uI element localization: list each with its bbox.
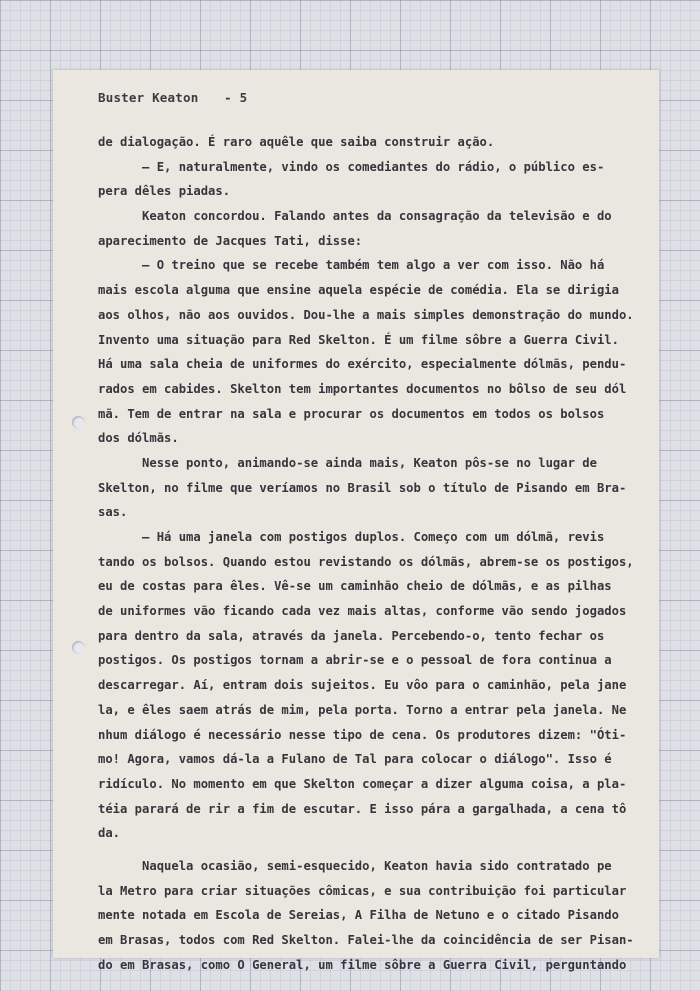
punch-hole-bottom	[72, 641, 85, 654]
text-line: ridículo. No momento em que Skelton começar a dizer alguma coisa, a pla-	[98, 776, 627, 791]
text-line: descarregar. Aí, entram dois sujeitos. Eu vôo para o caminhão, pela jane	[98, 678, 627, 693]
text-line: em Brasas, todos com Red Skelton. Falei-lhe da coincidência de ser Pisan-	[98, 933, 634, 947]
page-body	[98, 130, 644, 977]
text-line: mente notada em Escola de Sereias, A Filha de Netuno e o citado Pisando	[98, 908, 619, 923]
text-line: mo! Agora, vamos dá-la a Fulano de Tal para colocar o diálogo". Isso é	[98, 752, 612, 767]
text-line: Invento uma situação para Red Skelton. É um filme sôbre a Guerra Civil.	[98, 332, 619, 347]
header-separator: -	[224, 90, 232, 105]
text-line: Nesse ponto, animando-se ainda mais, Keaton pôs-se no lugar de	[98, 455, 597, 470]
text-line: de uniformes vão ficando cada vez mais altas, conforme vão sendo jogados	[98, 604, 627, 619]
text-line: — Há uma janela com postigos duplos. Começo com um dólmã, revis	[98, 530, 605, 544]
text-line: pera dêles piadas.	[98, 184, 231, 199]
text-line: — O treino que se recebe também tem algo a ver com isso. Não há	[98, 258, 605, 273]
text-line: mã. Tem de entrar na sala e procurar os documentos em todos os bolsos	[98, 406, 605, 421]
text-line: da.	[98, 826, 121, 841]
text-line: Naquela ocasião, semi-esquecido, Keaton havia sido contratado pe	[98, 858, 612, 873]
typewritten-page	[53, 70, 659, 972]
text-line: postigos. Os postigos tornam a abrir-se e o pessoal de fora continua a	[98, 653, 612, 668]
text-line: nhum diálogo é necessário nesse tipo de cena. Os produtores dizem: "Óti-	[98, 727, 627, 742]
text-line: dos dólmãs.	[98, 431, 179, 446]
text-line: téia parará de rir a fim de escutar. E isso pára a gargalhada, a cena tô	[98, 801, 627, 816]
text-line: rados em cabides. Skelton tem importantes documentos no bôlso de seu dól	[98, 381, 627, 396]
text-line: la, e êles saem atrás de mim, pela porta. Torno a entrar pela janela. Ne	[98, 702, 627, 717]
text-line: eu de costas para êles. Vê-se um caminhão cheio de dólmãs, e as pilhas	[98, 579, 612, 594]
text-line: de dialogação. É raro aquêle que saiba construir ação.	[98, 135, 495, 149]
text-line: para dentro da sala, através da janela. Percebendo-o, tento fechar os	[98, 628, 605, 643]
text-line: tando os bolsos. Quando estou revistando os dólmãs, abrem-se os postigos,	[98, 554, 634, 569]
text-line: sas.	[98, 505, 128, 520]
header-page-number: 5	[239, 90, 248, 105]
text-line: aos olhos, não aos ouvidos. Dou-lhe a mais simples demonstração do mundo.	[98, 307, 634, 322]
text-line: Skelton, no filme que veríamos no Brasil sob o título de Pisando em Bra-	[98, 480, 627, 495]
text-line: la Metro para criar situações cômicas, e sua contribuição foi particular	[98, 883, 627, 898]
text-line: Há uma sala cheia de uniformes do exército, especialmente dólmãs, pendu-	[98, 357, 627, 372]
text-line: — E, naturalmente, vindo os comediantes do rádio, o público es-	[98, 159, 605, 174]
text-line: aparecimento de Jacques Tati, disse:	[98, 233, 363, 248]
punch-hole-top	[72, 416, 85, 429]
header-title: Buster Keaton	[98, 90, 199, 105]
page-header	[98, 90, 247, 105]
text-line: mais escola alguma que ensine aquela espécie de comédia. Ela se dirigia	[98, 283, 619, 298]
text-line: do em Brasas, como O General, um filme sôbre a Guerra Civil, perguntando	[98, 957, 627, 972]
text-line: Keaton concordou. Falando antes da consagração da televisão e do	[98, 209, 612, 224]
